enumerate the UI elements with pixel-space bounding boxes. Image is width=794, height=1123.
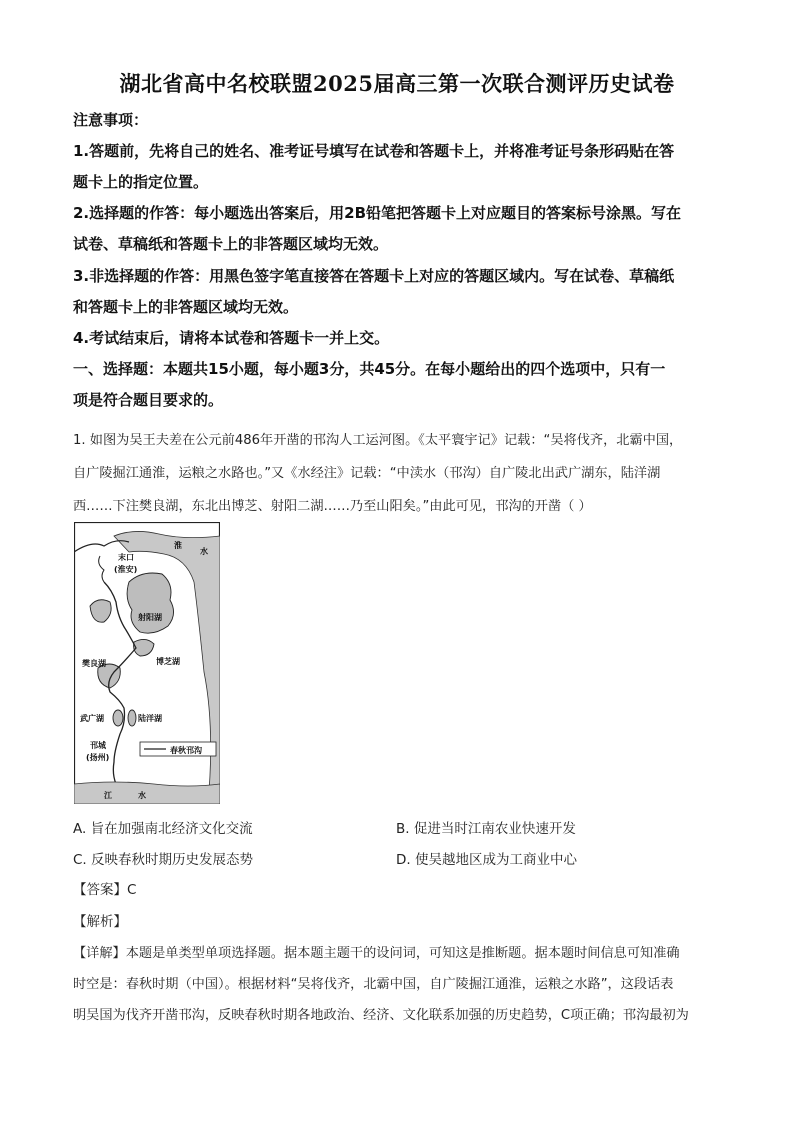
option-d[interactable]: D. 使吴越地区成为工商业中心: [396, 852, 577, 868]
map-label-huai-2: 水: [200, 547, 208, 556]
map-label-huaian: (淮安): [114, 565, 138, 574]
notice-line-1: 1.答题前，先将自己的姓名、准考证号填写在试卷和答题卡上，并将准考证号条形码贴在答: [73, 142, 675, 160]
notice-line-5: 3.非选择题的作答：用黑色签字笔直接答在答题卡上对应的答题区域内。写在试卷、草稿纸: [73, 267, 675, 285]
map-label-bozhi-lake: 博芝湖: [156, 657, 180, 666]
option-c[interactable]: C. 反映春秋时期历史发展态势: [73, 852, 254, 868]
notice-line-4: 试卷、草稿纸和答题卡上的非答题区域均无效。: [73, 235, 389, 253]
detail-line-1: 【详解】本题是单类型单项选择题。据本题主题干的设问词，可知这是推断题。据本题时间信息可知准确: [73, 946, 680, 961]
map-legend-label: 春秋邗沟: [170, 746, 202, 755]
notice-line-6: 和答题卡上的非答题区域均无效。: [73, 298, 299, 316]
notice-line-3: 2.选择题的作答：每小题选出答案后，用2B铅笔把答题卡上对应题目的答案标号涂黑。写在: [73, 204, 682, 222]
option-a[interactable]: A. 旨在加强南北经济文化交流: [73, 821, 253, 837]
detail-line-3: 明吴国为伐齐开凿邗沟，反映春秋时期各地政治、经济、文化联系加强的历史趋势，C项正确；邗沟最初为: [73, 1008, 689, 1023]
question-1-line-2: 自广陵掘江通淮，运粮之水路也。”又《水经注》记载：“中渎水（邗沟）自广陵北出武广湖东，陆洋湖: [73, 466, 661, 481]
detail-line-2: 时空是：春秋时期（中国）。根据材料“吴将伐齐，北霸中国，自广陵掘江通淮，运粮之水路”，这段话表: [73, 977, 674, 992]
map-label-yangzhou: (扬州): [86, 753, 110, 762]
notice-line-2: 题卡上的指定位置。: [73, 173, 209, 191]
answer-line: [73, 878, 136, 898]
notice-line-7: 4.考试结束后，请将本试卷和答题卡一并上交。: [73, 329, 390, 347]
analysis-label: 【解析】: [73, 914, 127, 930]
option-b[interactable]: B. 促进当时江南农业快速开发: [396, 821, 576, 837]
answer-value: C: [127, 882, 137, 898]
answer-label: 【答案】: [73, 882, 127, 898]
map-label-shui: 水: [138, 791, 146, 800]
question-1-line-1: 1. 如图为吴王夫差在公元前486年开凿的邗沟人工运河图。《太平寰宇记》记载：“吴将伐齐，北霸中国，: [73, 433, 683, 448]
map-label-jiang: 江: [104, 791, 112, 800]
section-heading-line-1: 一、选择题：本题共15小题，每小题3分，共45分。在每小题给出的四个选项中，只有一: [73, 360, 666, 378]
map-label-hancheng: 邗城: [90, 741, 106, 750]
section-heading-line-2: 项是符合题目要求的。: [73, 391, 224, 409]
map-label-luyang-lake: 陆洋湖: [138, 714, 162, 723]
map-label-fanliang-lake: 樊良湖: [82, 659, 106, 668]
map-label-sheyang-lake: 射阳湖: [138, 613, 162, 622]
map-label-mokou: 末口: [118, 553, 134, 562]
hangou-canal-map: [74, 522, 220, 804]
map-label-huai-1: 淮: [174, 541, 182, 550]
exam-title: 湖北省高中名校联盟2025届高三第一次联合测评历史试卷: [119, 71, 675, 96]
question-1-line-3: 西……下注樊良湖，东北出博芝、射阳二湖……乃至山阳矣。”由此可见，邗沟的开凿（ ）: [73, 499, 592, 514]
map-label-wuguang-lake: 武广湖: [80, 714, 104, 723]
notice-heading: 注意事项：: [73, 111, 149, 129]
